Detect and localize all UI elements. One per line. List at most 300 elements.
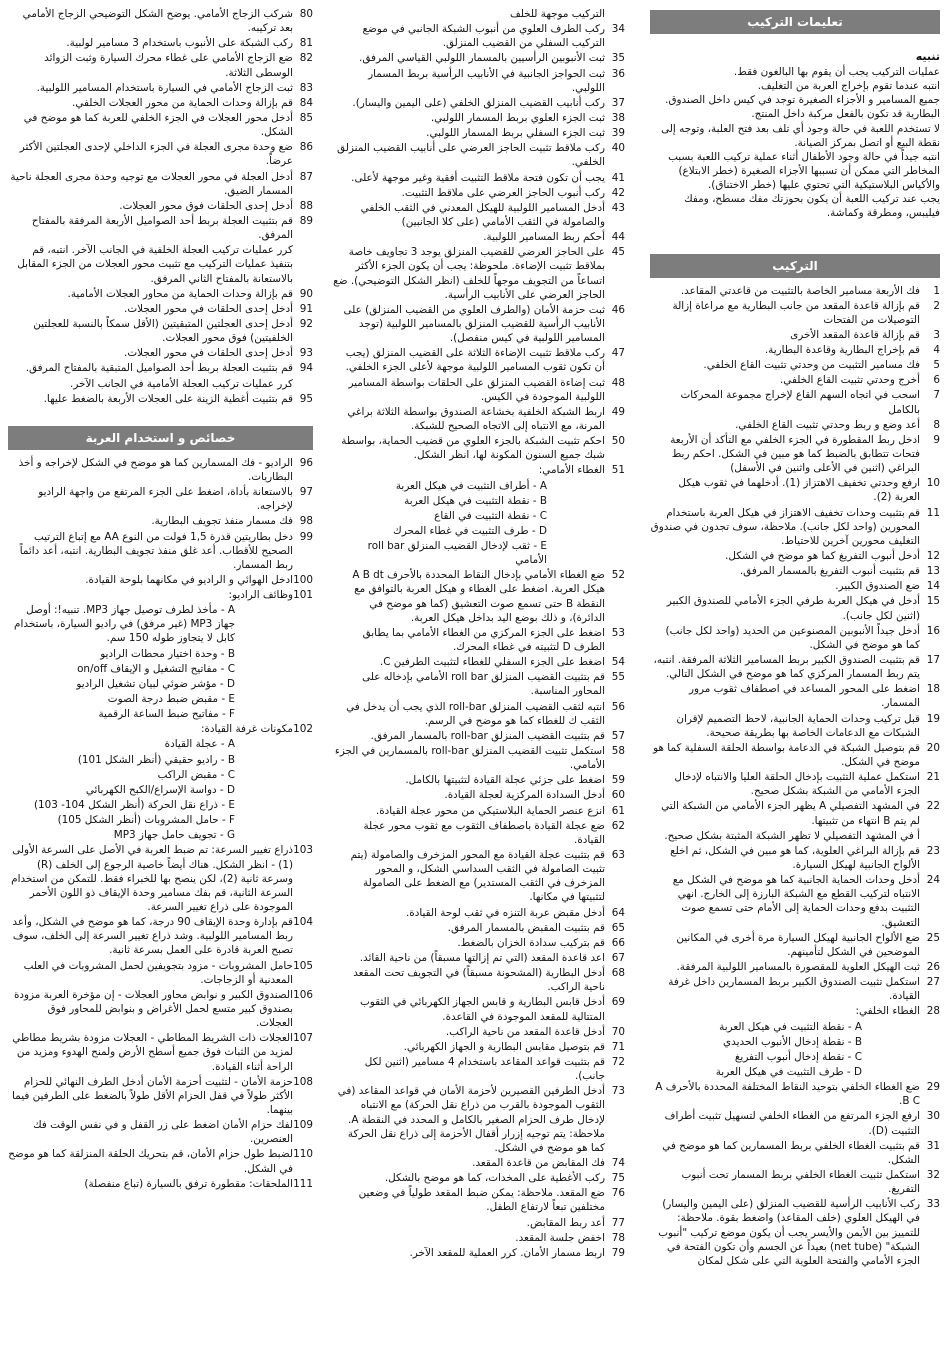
step-text: احكم تثبيت الشبكة بالجزء العلوي من قضيب الحماية، بواسطة شبك جميع السنون المكونة لها، انظر الشكل.	[341, 435, 605, 462]
warning-line: لا تستخدم اللعبة في حالة وجود أي تلف بعد فتح العلبة، وتوجه إلى نقطة البيع أو اتصل بمركز الصيانة.	[661, 122, 940, 149]
step-number: 100	[293, 573, 313, 586]
warning-line: البطارية قد تكون بالفعل مركبة داخل المنتج.	[751, 108, 940, 121]
step-number: 5	[933, 359, 940, 372]
step-text: ركب الطرف العلوي من أنبوب الشبكة الجانبي في موضع التركيب السفلي من القضيب المنزلق.	[362, 23, 605, 50]
step-text: أدخل مقبض عربة التنزه في ثقب لوحة القيادة.	[406, 906, 605, 919]
list-item	[333, 773, 625, 787]
step-text: فك المقابض من قاعدة المقعد.	[472, 1156, 605, 1169]
list-item	[333, 7, 625, 21]
step-number: 17	[926, 654, 940, 667]
step-text: الراديو - فك المسمارين كما هو موضح في الشكل لإخراجه و أخذ البطاريات.	[18, 456, 293, 483]
step-text: فك مسمار منفذ تجويف البطارية.	[151, 515, 293, 528]
step-number: 35	[611, 52, 625, 65]
step-text: العجلات ذات الشريط المطاطي - العجلات مزودة بشريط مطاطي لمزيد من الثبات فوق جميع أسطح الأرض ولمنح الهدوء ومزيد من الراحة أثناء القيادة.	[12, 1032, 293, 1073]
step-number: 95	[299, 392, 313, 405]
step-text: أدخل إحدى الحلقات في محور العجلات.	[124, 302, 293, 315]
step-number	[293, 377, 313, 391]
step-text: أدخل العجلة في محور العجلات مع توجيه وحدة مجرى العجلة ناحية المسمار الضيق.	[10, 170, 293, 197]
step-text: أدخل المسامير اللولبية للهيكل المعدني في الثقب الخلفي والصامولة في الثقب الأمامي (على كلا الجانبين)	[360, 201, 605, 228]
step-text: ادخل ربط المقطورة في الجزء الخلفي مع التأكد أن الأربعة فتحات تتطابق بالضبط كما هو مبين في الشكل. احكم ربط البراغي (اثنين في الأعلى واثنين في الأسفل)	[670, 433, 920, 475]
step-text: ركب ملاقط تثبيت الحاجز العرضي على أنابيب القضيب المنزلق الخلفي.	[337, 142, 605, 169]
step-number: 77	[611, 1216, 625, 1229]
list-item	[333, 96, 625, 110]
features-list	[8, 456, 313, 1191]
step-text: أدخل إحدى الحلقات فوق محور العجلات.	[119, 199, 293, 212]
step-text: B - نقطة إدخال الأنبوب الحديدي	[723, 1035, 862, 1048]
list-item	[333, 848, 625, 905]
list-item	[650, 682, 940, 710]
list-item	[650, 770, 940, 798]
step-number: 92	[299, 317, 313, 330]
assembly-steps-list-continued	[333, 7, 625, 1260]
list-item	[333, 626, 625, 654]
list-item	[333, 568, 625, 625]
step-text: D - طرف التثبيت في غطاء المحرك	[393, 524, 547, 537]
step-text: ضع الغطاء الأمامي بإدخال النقاط المحددة بالأحرف A B dt هيكل العربة. اضغط على الغطاء و هيكل العربة بالتوافق مع النقطة B حتى تسمع صوت التعشيق (كما هو موضح في الدائرة)، و ذلك بوضع اليد بداخل هيكل العربة.	[352, 569, 605, 624]
step-text: أدخل محور العجلات في الجزء الخلفي للعربة كما هو موضح في الشكل.	[23, 111, 293, 139]
step-text: قم بتوصيل الشبكة في الدعامة بواسطة الحلقة السفلية كما هو موضح في الشكل.	[653, 741, 920, 768]
sub-item	[8, 707, 313, 721]
step-text: كرر عمليات تركيب العجلة الأمامية في الجانب الآخر.	[70, 377, 293, 390]
list-item	[8, 36, 313, 50]
step-number: 80	[299, 8, 313, 20]
list-item	[650, 358, 940, 372]
step-number: 88	[299, 199, 313, 212]
step-text: ارفع وحدتي تخفيف الاهتزاز (1). أدخلهما في ثقوب هيكل العربة (2).	[678, 477, 920, 504]
step-text: لضبط طول حزام الأمان، قم بتحريك الحلقة المنزلقة كما هو موضح في الشكل.	[8, 1148, 293, 1175]
step-number: 29	[926, 1081, 940, 1094]
step-text: أدخل الطرفين القصيرين لأحزمة الأمان في قواعد المقاعد (في الثقوب الموجودة بالقرب من ذراع نقل الحركة) مع الانتباه لإدخال طرف الحزام الصغير بالكامل و المحدد في النقطة A. ملاحظة: يتم توجيه إزرار أقفال الأحزمة إلى ذراع نقل الحركة كما هو موضح في الشكل.	[337, 1085, 605, 1154]
list-item	[8, 81, 313, 95]
step-text: قم بتثبيت القضيب المنزلق roll-bar بالمسمار المرفق.	[370, 729, 605, 742]
step-number: 101	[293, 589, 313, 602]
step-text: B - راديو حقيقي (أنظر الشكل 101)	[77, 753, 235, 766]
step-text: الصندوق الكبير و نوابض محاور العجلات - إن مؤخرة العربة مزودة بصندوق كبير متسع لحمل الأغراض و بنوابض للمحاور فوق العجلات.	[13, 988, 293, 1030]
list-item	[650, 844, 940, 872]
step-number: 93	[299, 347, 313, 360]
list-item	[8, 1147, 313, 1175]
list-item	[650, 624, 940, 652]
step-text: قم بتثبيت الغطاء الخلفي بربط المسمارين كما هو موضح في الشكل.	[662, 1139, 920, 1166]
list-item	[333, 966, 625, 994]
list-item	[8, 392, 313, 406]
list-item	[333, 1231, 625, 1245]
step-number: 10	[926, 477, 940, 490]
step-number: 103	[293, 844, 313, 857]
list-item	[333, 405, 625, 433]
step-number: 76	[611, 1187, 625, 1200]
list-item	[333, 819, 625, 847]
step-text: قم بإدارة وحدة الإيقاف 90 درجة، كما هو موضح في الشكل، وأعد ربط المسامير اللولبية. وشد ذراع تغيير السرعة إلى الخلف، سوف تصبح العربة قادرة على العمل بسرعة ثانية.	[12, 916, 293, 957]
step-text: مكونات غرفة القيادة:	[200, 723, 293, 736]
step-number: 24	[926, 874, 940, 887]
list-item	[333, 951, 625, 965]
step-number: 84	[299, 96, 313, 109]
step-number: 55	[611, 671, 625, 684]
step-number: 52	[611, 569, 625, 582]
step-text: قم بإخراج البطارية وقاعدة البطارية.	[764, 344, 920, 357]
step-number: 21	[926, 771, 940, 784]
step-number: 43	[611, 201, 625, 214]
step-text: قم بتثبيت المقبض بالمسمار المرفق.	[447, 921, 605, 934]
list-item	[8, 361, 313, 375]
step-number: 82	[299, 52, 313, 65]
list-item	[8, 96, 313, 110]
step-text: يجب أن تكون فتحة ملاقط التثبيت أفقية وغير موجهة لأعلى.	[351, 171, 605, 184]
step-text: A - نقطة التثبيت في هيكل العربة	[719, 1020, 862, 1033]
list-item	[333, 655, 625, 669]
list-item	[333, 126, 625, 140]
step-text: أدخل السدادة المركزية لعجلة القيادة.	[444, 789, 605, 802]
sub-item	[8, 768, 313, 782]
list-item	[8, 530, 313, 572]
wheel-steps-list	[8, 7, 313, 406]
step-number: 18	[926, 683, 940, 696]
step-number: 1	[933, 284, 940, 297]
step-number: 53	[611, 626, 625, 639]
list-item	[333, 1025, 625, 1039]
list-item	[650, 373, 940, 387]
list-item	[8, 514, 313, 528]
list-item	[8, 1118, 313, 1146]
step-number: 7	[933, 389, 940, 402]
step-text: استكمل تثبيت الغطاء الخلفي بربط المسمار تحت أنبوب التفريغ.	[681, 1168, 920, 1196]
step-number: 70	[611, 1025, 625, 1038]
step-text: اضغط على المحور المساعد في اصطفاف ثقوب مرور المسمار.	[689, 683, 920, 710]
step-text: ضع عجلة القيادة باصطفاف الثقوب مع ثقوب محور عجلة القيادة.	[363, 819, 605, 846]
step-number: 26	[926, 960, 940, 973]
step-number: 62	[611, 819, 625, 832]
step-text: أعد وضع و ربط وحدتي تثبيت القاع الخلفي.	[735, 418, 920, 431]
step-text: ثبت الجزء العلوي بربط المسمار اللولبي.	[430, 111, 605, 124]
step-text: استكمل تثبيت القضيب المنزلق roll-bar بالمسمارين في الجزء الأمامي.	[334, 745, 605, 772]
step-text: اضغط على الجزء السفلي للغطاء لتثبيت الطرفين C.	[379, 656, 605, 669]
step-text: الغطاء الخلفي:	[855, 1005, 920, 1018]
step-number: 50	[611, 435, 625, 448]
sub-item	[650, 1020, 940, 1034]
step-number: 48	[611, 376, 625, 389]
step-number: 97	[299, 486, 313, 499]
step-text: قم بتركيب سدادة الخزان بالضغط.	[457, 936, 605, 949]
step-number: 45	[611, 246, 625, 259]
warning-line: انتبه جيداً في حالة وجود الأطفال أثناء عملية تركيب اللعبة بسبب المخاطر التي ممكن أن تسببها الأجزاء الصغيرة (خطر الابتلاع) والأكياس البلاستيكية التي تحتوي عليها (خطر الاختناق).	[668, 150, 940, 192]
list-item	[333, 245, 625, 302]
step-text: ثبت الجزء السفلي بربط المسمار اللولبي.	[426, 127, 605, 140]
step-number: 57	[611, 729, 625, 742]
step-text: قم بتوصيل مقابس البطارية و الجهاز الكهربائي.	[403, 1040, 605, 1053]
step-number: 60	[611, 789, 625, 802]
step-number: 78	[611, 1231, 625, 1244]
list-item	[650, 328, 940, 342]
step-text: شركب الزجاج الأمامي. يوضح الشكل التوضيحي الزجاج الأمامي بعد تركيبه.	[22, 8, 293, 35]
sub-item	[8, 828, 313, 842]
list-item	[333, 171, 625, 185]
sub-item	[650, 1035, 940, 1049]
list-item	[333, 995, 625, 1023]
sub-item	[8, 798, 313, 812]
step-number: 41	[611, 171, 625, 184]
step-number: 15	[926, 595, 940, 608]
sub-item	[8, 737, 313, 751]
step-number: 110	[293, 1148, 313, 1161]
step-number: 20	[926, 741, 940, 754]
step-number: 98	[299, 515, 313, 528]
list-item	[650, 931, 940, 959]
list-item	[333, 141, 625, 169]
list-item	[333, 22, 625, 50]
step-number: 68	[611, 967, 625, 980]
step-number: 74	[611, 1156, 625, 1169]
list-item	[8, 302, 313, 316]
step-number: 83	[299, 81, 313, 94]
list-item	[8, 51, 313, 79]
step-number: 94	[299, 362, 313, 375]
step-text: أ في المشهد التفصيلي لا تظهر الشبكة المثبتة بشكل صحيح.	[664, 829, 920, 842]
step-number: 104	[293, 916, 313, 929]
step-number: 34	[611, 23, 625, 36]
list-item	[333, 346, 625, 374]
step-number: 14	[926, 580, 940, 593]
step-text: قم بإزالة وحدات الحماية من محاور العجلات الأمامية.	[67, 287, 293, 300]
list-item	[8, 959, 313, 987]
list-item	[650, 343, 940, 357]
list-item	[650, 829, 940, 843]
step-text: E - ثقب لإدخال القضيب المنزلق roll bar الأمامي	[367, 540, 547, 567]
list-item	[333, 201, 625, 229]
step-number: 31	[926, 1139, 940, 1152]
step-text: أحكم ربط المسامير اللولبية.	[483, 231, 605, 244]
list-item	[8, 843, 313, 914]
list-item	[8, 988, 313, 1030]
step-text: قم بإزالة البراغي العلوية، كما هو مبين في الشكل، ثم اخلع الألواح الجانبية لهيكل السيارة.	[670, 844, 920, 871]
step-text: ثبت الهيكل العلوية للمقصورة بالمسامير اللولبية المرفقة.	[676, 960, 920, 973]
sub-item	[8, 647, 313, 661]
step-number: 89	[299, 214, 313, 227]
step-number: 72	[611, 1055, 625, 1068]
step-number: 54	[611, 656, 625, 669]
list-item	[650, 299, 940, 327]
step-number: 105	[293, 959, 313, 972]
list-item	[333, 1171, 625, 1185]
step-text: أدخل وحدات الحماية الجانبية كما هو موضح في الشكل مع الانتباه لتركيب القطع مع الشبكة البارزة إلى الخارج. انهي التثبيت بدفع وحدات الحماية إلى الأمام حتى تسمع صوت التعشيق.	[672, 874, 920, 929]
list-item	[333, 936, 625, 950]
step-text: كرر عمليات تركيب العجلة الخلفية في الجانب الآخر. انتبه، قم بتنفيذ عمليات التركيب مع تثبيت محور العجلات من الجزء المقابل بالاستعانة بالمفتاح الثاني المرفق.	[17, 244, 293, 285]
list-item	[8, 346, 313, 360]
step-text: فك مسامير التثبيت من وحدتي تثبيت القاع الخلفي.	[703, 359, 920, 372]
list-item	[8, 111, 313, 139]
step-text: أدخل إحدى الحلقات في محور العجلات.	[124, 347, 293, 360]
left-column	[8, 7, 313, 1192]
step-text: قم بتثبيت القضيب المنزلق roll bar الأمامي بإدخاله على المحاور المناسبة.	[362, 671, 605, 698]
list-item	[333, 670, 625, 698]
sub-item	[8, 692, 313, 706]
step-number: 40	[611, 142, 625, 155]
warning-line: يجب عند تركيب اللعبة أن يكون بحوزتك مفك مسطح، ومفك فيليبس، ومطرقة وكماشة.	[684, 193, 940, 220]
step-text: ركب ملاقط تثبيت الإضاءة الثلاثة على القضيب المنزلق (يجب أن تكون ثقوب المسامير اللولبية موجهة لأعلى الجزء الخلفي.	[345, 347, 605, 374]
step-number: 51	[611, 464, 625, 477]
step-text: قم بتثبيت أنبوب التفريغ بالمسمار المرفق.	[739, 565, 920, 578]
step-text: D - طرف التثبيت في هيكل العربة	[715, 1065, 862, 1078]
step-number: 91	[299, 302, 313, 315]
step-number: 64	[611, 906, 625, 919]
sub-item	[333, 494, 625, 508]
warning-block	[650, 65, 940, 221]
list-item	[650, 960, 940, 974]
step-number: 58	[611, 745, 625, 758]
list-item	[333, 67, 625, 95]
step-number: 33	[926, 1198, 940, 1211]
list-item	[333, 788, 625, 802]
step-number: 9	[933, 433, 940, 446]
step-text: ضع الصندوق الكبير.	[835, 580, 920, 593]
list-item	[333, 906, 625, 920]
middle-column	[333, 7, 625, 1261]
step-number: 16	[926, 624, 940, 637]
sub-item	[333, 509, 625, 523]
step-text: ثبت الزجاج الأمامي في السيارة باستخدام المسامير اللولبية.	[36, 81, 293, 94]
step-number: 49	[611, 405, 625, 418]
step-text: استكمل عملية التثبيت بإدخال الحلقة العليا والانتباه لإدخال الجزء الأمامي من الشبكة بشكل صحيح.	[674, 771, 920, 798]
step-text: قم بتثبيت الصندوق الكبير بربط المسامير الثلاثة المرفقة. انتبه، يتم ربط المسمار المركزي كما هو موضح في الشكل التالي.	[653, 654, 920, 681]
step-text: ادخل الهوائي و الراديو في مكانهما بلوحة القيادة.	[85, 573, 293, 586]
step-text: اربط مسمار الأمان. كرر العملية للمقعد الآخر.	[409, 1246, 605, 1259]
step-text: الملحقات: مقطورة ترفق بالسيارة (تباع منفصلة)	[84, 1177, 293, 1190]
list-item	[8, 243, 313, 285]
step-text: قبل تركيب وحدات الحماية الجانبية، لاحظ التصميم لإقران الشبكات مع الدعامات الخاصة بها بطريقة صحيحة.	[676, 712, 920, 739]
step-text: ضع الزجاج الأمامي على غطاء محرك السيارة وثبت الزوائد الوسطى الثلاثة.	[44, 52, 293, 79]
step-number: 19	[926, 712, 940, 725]
list-item	[8, 1075, 313, 1117]
step-text: استكمل تثبيت الصندوق الكبير بربط المسمارين داخل غرفة القيادة.	[668, 976, 920, 1003]
step-text: ضع وحدة مجرى العجلة في الجزء الداخلي لإحدى العجلتين الأكثر عرضاً.	[19, 141, 293, 168]
list-item	[333, 700, 625, 728]
list-item	[650, 975, 940, 1003]
list-item	[8, 287, 313, 301]
step-text: G - تجويف حامل جهاز MP3	[113, 829, 235, 842]
step-number: 63	[611, 849, 625, 862]
list-item	[333, 1084, 625, 1155]
step-text: ركب الشبكة على الأنبوب باستخدام 3 مسامير لولبية.	[66, 37, 293, 50]
step-text: أدخل قاعدة المقعد من ناحية الراكب.	[445, 1025, 605, 1038]
warning-title: تنبيه	[915, 50, 940, 63]
step-text: أدخل قابس البطارية و قابس الجهاز الكهربائي في الثقوب المتتالية للمقعد الموجودة في القاعدة.	[359, 996, 605, 1023]
list-item	[650, 549, 940, 563]
list-item	[650, 388, 940, 416]
step-number: 27	[926, 976, 940, 989]
step-number: 12	[926, 550, 940, 563]
step-number: 22	[926, 800, 940, 813]
step-number: 69	[611, 996, 625, 1009]
list-item	[333, 51, 625, 65]
list-item	[650, 1197, 940, 1268]
step-number: 3	[933, 328, 940, 341]
list-item	[333, 463, 625, 477]
list-item	[8, 485, 313, 513]
step-text: ركب الأغطية على المخدات، كما هو موضح بالشكل.	[384, 1172, 605, 1185]
step-number: 79	[611, 1246, 625, 1259]
step-text: قم بتثبيت العجلة بربط أحد الصواميل الأربعة المرفقة بالمفتاح المرفق.	[31, 214, 293, 242]
list-item	[333, 376, 625, 404]
step-text: قم بتثبيت قواعد المقاعد باستخدام 4 مسامير (اثنين لكل جانب).	[364, 1055, 605, 1083]
step-text: A - عجلة القيادة	[164, 738, 235, 751]
list-item	[650, 1004, 940, 1018]
step-text: E - ذراع نقل الحركة (أنظر الشكل 104- 103)	[33, 799, 235, 812]
step-number: 107	[293, 1032, 313, 1045]
step-text: F - مفاتيح ضبط الساعة الرقمية	[98, 708, 235, 721]
step-text: اعد قاعدة المقعد (التي تم إزالتها مسبقاً) من ناحية القائد.	[359, 952, 605, 964]
list-item	[333, 729, 625, 743]
list-item	[650, 712, 940, 740]
step-text: قم بإزالة قاعدة المقعد من جانب البطارية مع مراعاة إزالة التوصيلات من الفتحات	[672, 299, 920, 326]
step-text: اسحب في اتجاه السهم القاع لإخراج مجموعة المحركات بالكامل	[680, 389, 920, 416]
step-text: ضع الغطاء الخلفي بتوحيد النقاط المختلفة المحددة بالأحرف A B C.	[655, 1081, 920, 1108]
list-item	[333, 1156, 625, 1170]
list-item	[650, 564, 940, 578]
list-item	[8, 7, 313, 35]
step-number: 61	[611, 804, 625, 817]
step-number: 32	[926, 1168, 940, 1181]
list-item	[8, 170, 313, 198]
list-item	[8, 140, 313, 168]
sub-item	[8, 603, 313, 645]
step-number: 8	[933, 418, 940, 431]
list-item	[650, 1109, 940, 1137]
installation-instructions-header: تعليمات التركيب	[650, 10, 940, 34]
step-text: ذراع تغيير السرعة: تم ضبط العربة في الأصل على السرعة الأولى (1) - انظر الشكل. هناك أيضاً خاصية الرجوع إلى الخلف (R) وسرعة ثانية (2)، لكن ينصح بها للخبراء فقط. للتمكن من استخدام السرعة الثانية، قم بفك مسامير وحدة الإيقاف ذو اللون الأحمر الموجودة على ذراع تغيير السرعة.	[11, 844, 293, 914]
list-item	[8, 377, 313, 391]
list-item	[333, 111, 625, 125]
sub-item	[650, 1065, 940, 1079]
list-item	[8, 1177, 313, 1191]
list-item	[8, 588, 313, 602]
list-item	[650, 284, 940, 298]
step-number: 36	[611, 67, 625, 80]
list-item	[333, 744, 625, 772]
list-item	[650, 741, 940, 769]
step-number: 25	[926, 931, 940, 944]
step-number: 47	[611, 347, 625, 360]
list-item	[333, 1186, 625, 1214]
list-item	[333, 804, 625, 818]
step-number: 38	[611, 111, 625, 124]
step-number: 96	[299, 456, 313, 469]
step-number: 13	[926, 565, 940, 578]
step-text: A - أطراف التثبيت في هيكل العربة	[395, 479, 547, 492]
step-text: بالاستعانة بأداة، اضغط على الجزء المرتفع من واجهة الراديو لإخراجه.	[38, 486, 293, 513]
step-text: اربط الشبكة الخلفية بخشاعة الصندوق بواسطة الثلاثة براغي المرنة، مع الانتباه إلى الاتجاه الصحيح للشبكة.	[347, 405, 605, 432]
list-item	[650, 1168, 940, 1196]
step-text: B - وحدة اختيار محطات الراديو	[100, 647, 235, 660]
step-number: 71	[611, 1040, 625, 1053]
list-item	[650, 579, 940, 593]
step-text: قم بإزالة قاعدة المقعد الأخرى	[790, 328, 920, 341]
list-item	[333, 434, 625, 462]
step-text: لفك حزام الأمان اضغط على زر القفل و في نفس الوقت فك العنصرين.	[33, 1119, 293, 1146]
step-number: 75	[611, 1172, 625, 1185]
step-number	[293, 243, 313, 285]
list-item	[333, 1216, 625, 1230]
step-text: أدخل أنبوب التفريغ كما هو موضح في الشكل.	[725, 550, 920, 563]
step-text: A - مأخذ لطرف توصيل جهاز MP3. تنبيه!: أوصل جهاز MP3 (غير مرفق) في راديو السيارة، باستخدام كابل لا يتجاوز طوله 150 سم.	[14, 604, 235, 645]
step-text: C - نقطة إدخال أنبوب التفريغ	[734, 1050, 862, 1063]
step-text: دخل بطاريتين قدرة 1,5 فولت من النوع AA مع إتباع الترتيب الصحيح للأقطاب. أعد غلق منفذ تجويف البطارية. انتبه، أعد دائماً ربط المسمار.	[19, 530, 293, 571]
list-item	[8, 317, 313, 345]
assembly-header: التركيب	[650, 254, 940, 278]
step-number: 44	[611, 231, 625, 244]
step-number: 85	[299, 111, 313, 124]
step-text: ثبت حزمة الأمان (والطرف العلوي من القضيب المنزلق) على الأنابيب الرأسية للقضيب المنزلق بالمسامير اللولبية (توجد المسامير اللولبية في كيس منفصل).	[343, 303, 605, 345]
list-item	[650, 594, 940, 622]
